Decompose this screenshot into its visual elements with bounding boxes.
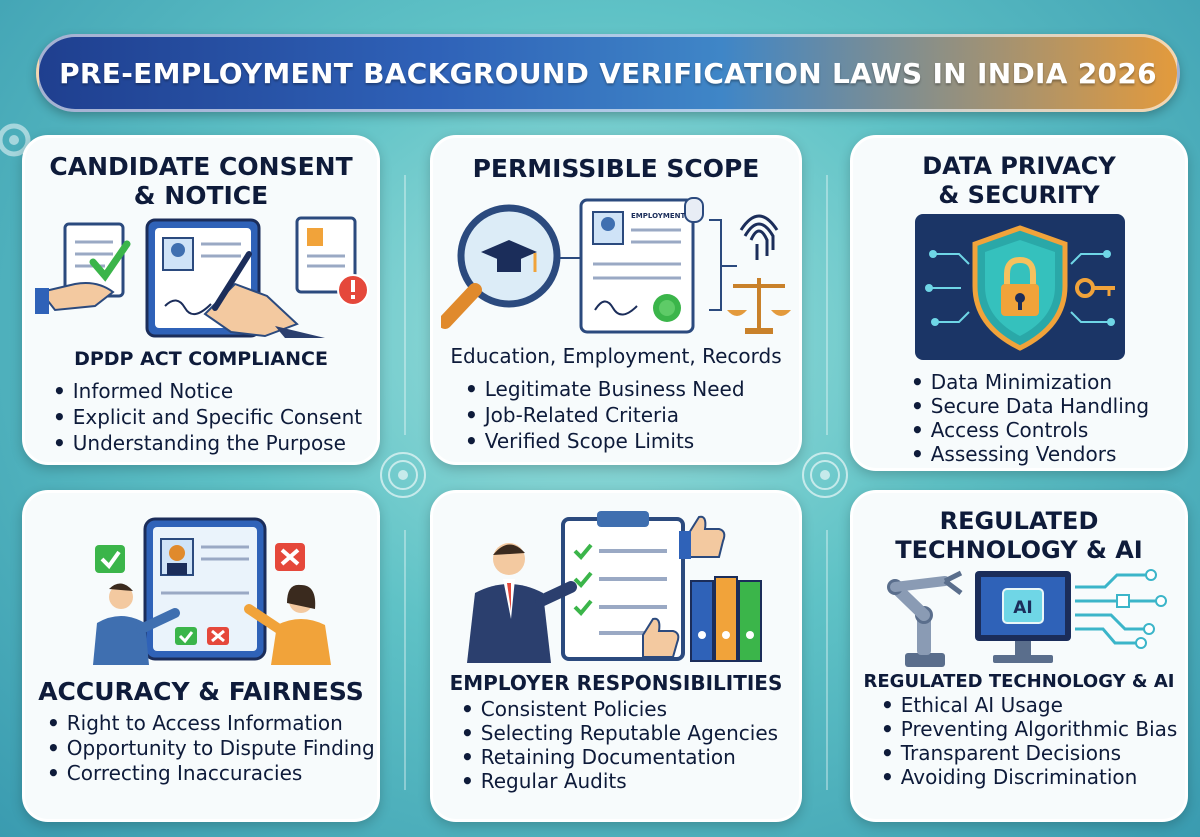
card-permissible-scope [430, 135, 802, 465]
robot-arm-ai-illustration [875, 567, 1171, 671]
bullet-list [911, 370, 1149, 466]
mandala-icon [798, 448, 852, 502]
bullet-list [47, 711, 375, 786]
card-regulated-technology [850, 490, 1188, 822]
list-item: • Legitimate Business Need [465, 376, 745, 402]
list-item: • Opportunity to Dispute Finding [47, 736, 375, 761]
employer-illustration [467, 507, 767, 663]
illustration-label: EMPLOYMENT [631, 212, 686, 220]
card-title-line: CANDIDATE CONSENT [49, 152, 353, 181]
list-item: • Selecting Reputable Agencies [461, 721, 778, 745]
card-title-line: & SECURITY [938, 181, 1100, 209]
card-candidate-consent [22, 135, 380, 465]
list-item: • Preventing Algorithmic Bias [881, 717, 1177, 741]
card-data-privacy [850, 135, 1188, 471]
bullet-list [465, 376, 745, 454]
divider [404, 175, 406, 435]
list-item: • Regular Audits [461, 769, 778, 793]
list-item: • Access Controls [911, 418, 1149, 442]
consent-signing-illustration [35, 214, 373, 338]
list-item: • Consistent Policies [461, 697, 778, 721]
list-item: • Assessing Vendors [911, 442, 1149, 466]
page-title: PRE-EMPLOYMENT BACKGROUND VERIFICATION LAWS IN INDIA 2026 [59, 56, 1157, 90]
divider [826, 175, 828, 435]
card-title [853, 507, 1185, 565]
mandala-icon [376, 448, 430, 502]
card-accuracy-fairness [22, 490, 380, 822]
card-title [853, 152, 1185, 210]
list-item: • Job-Related Criteria [465, 402, 745, 428]
illustration-label: AI [1013, 598, 1033, 618]
title-banner [36, 34, 1180, 112]
list-item: • Explicit and Specific Consent [53, 404, 362, 430]
card-title-line: DATA PRIVACY [922, 152, 1116, 180]
divider [826, 530, 828, 790]
card-title [25, 152, 377, 210]
list-item: • Data Minimization [911, 370, 1149, 394]
review-illustration [79, 505, 339, 669]
card-title-line: & NOTICE [133, 181, 269, 210]
card-title: ACCURACY & FAIRNESS [38, 677, 364, 706]
bullet-list [461, 697, 778, 793]
bullet-list [881, 693, 1177, 789]
list-item: • Correcting Inaccuracies [47, 761, 375, 786]
divider [404, 530, 406, 790]
card-title: PERMISSIBLE SCOPE [472, 154, 760, 183]
shield-lock-illustration [915, 214, 1125, 360]
card-employer-responsibilities [430, 490, 802, 822]
card-title-line: TECHNOLOGY & AI [895, 536, 1143, 564]
list-item: • Secure Data Handling [911, 394, 1149, 418]
card-title-line: REGULATED [939, 507, 1099, 535]
list-item: • Retaining Documentation [461, 745, 778, 769]
card-subheading: DPDP ACT COMPLIANCE [74, 348, 328, 370]
scope-illustration [441, 190, 797, 340]
list-item: • Avoiding Discrimination [881, 765, 1177, 789]
list-item: • Informed Notice [53, 378, 362, 404]
list-item: • Understanding the Purpose [53, 430, 362, 456]
bullet-list [53, 378, 362, 456]
card-subheading: EMPLOYER RESPONSIBILITIES [449, 671, 783, 695]
card-subheading: Education, Employment, Records [450, 344, 782, 368]
list-item: • Verified Scope Limits [465, 428, 745, 454]
card-subheading: REGULATED TECHNOLOGY & AI [863, 671, 1175, 692]
list-item: • Ethical AI Usage [881, 693, 1177, 717]
list-item: • Transparent Decisions [881, 741, 1177, 765]
list-item: • Right to Access Information [47, 711, 375, 736]
